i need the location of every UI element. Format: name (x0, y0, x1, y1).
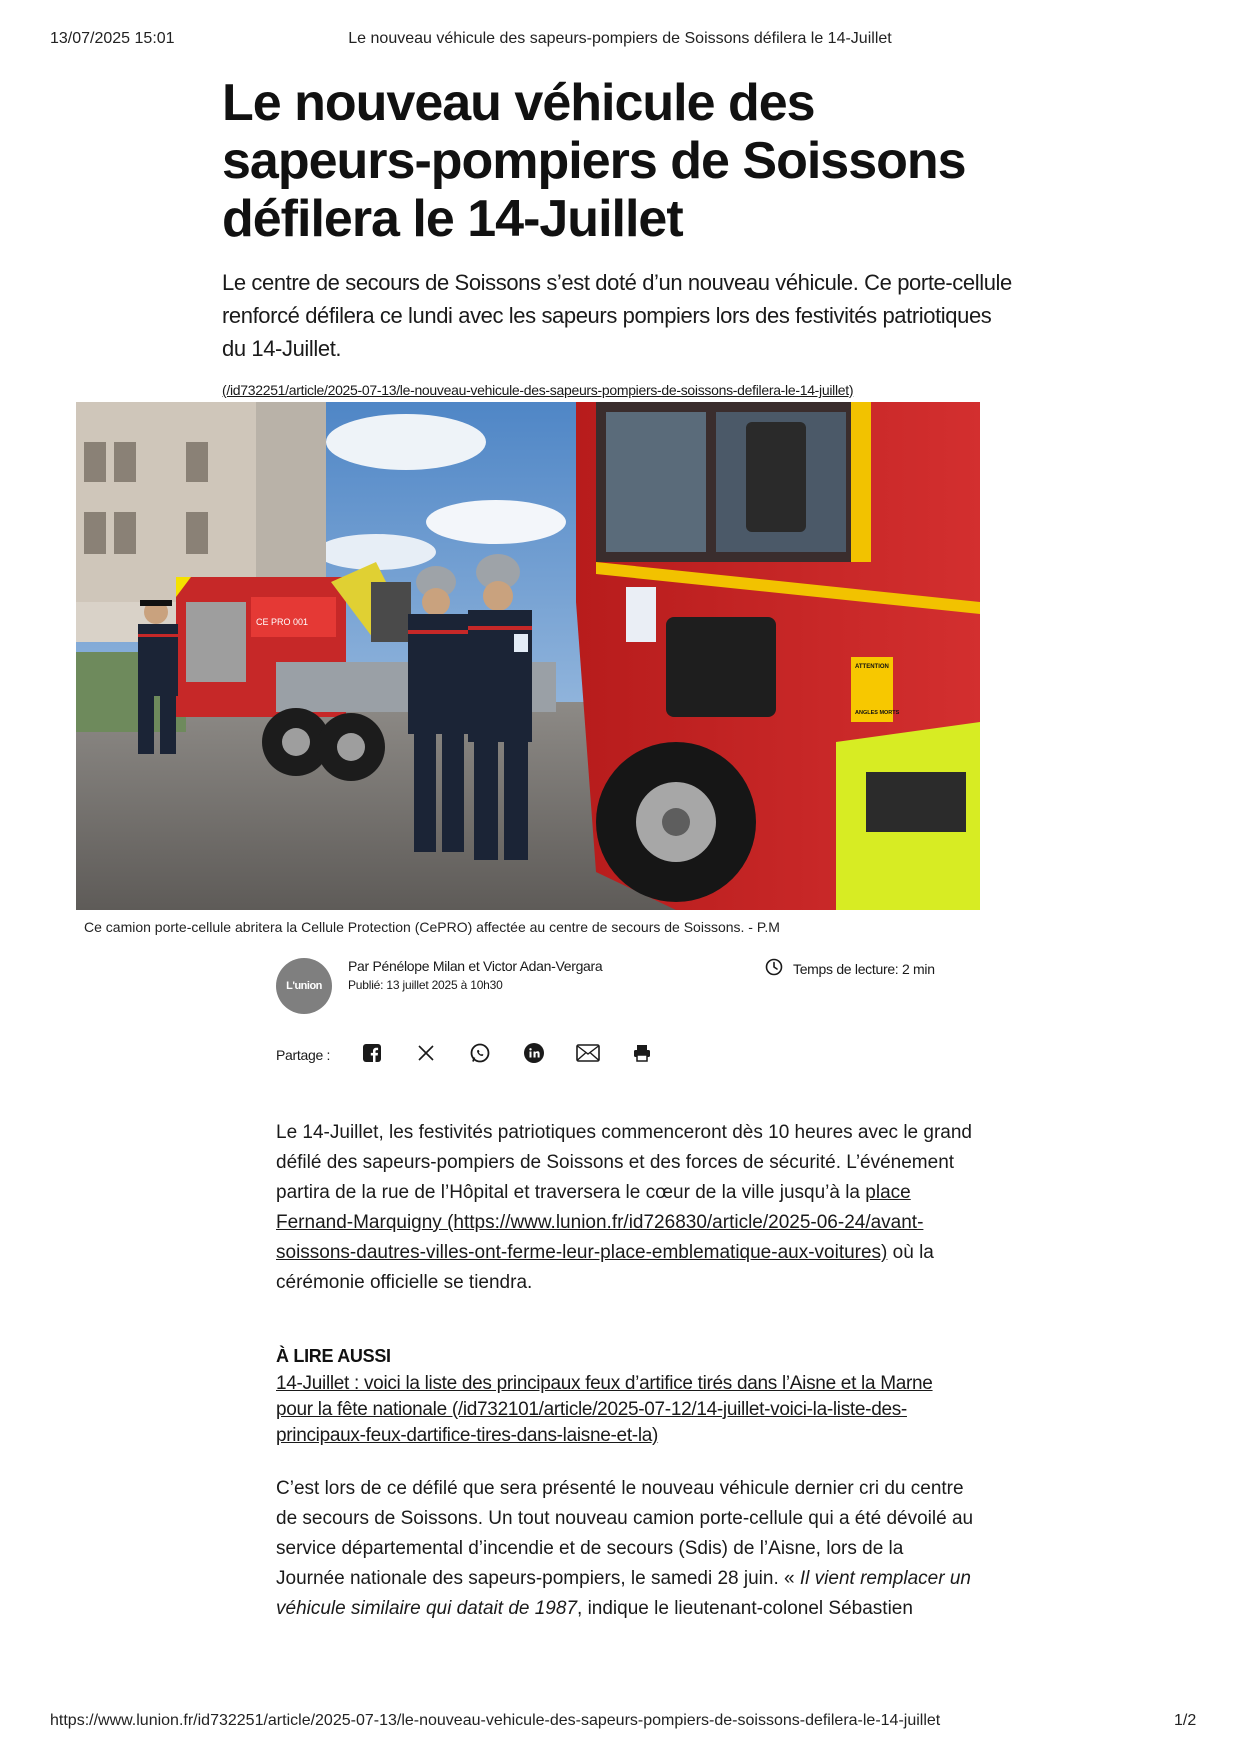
print-footer-url: https://www.lunion.fr/id732251/article/2025-07-13/le-nouveau-vehicule-des-sapeurs-pompiers-de-soissons-defilera-le-14-juillet (50, 1712, 941, 1729)
article-paragraph-1 (276, 1118, 976, 1298)
read-also-heading: À LIRE AUSSI (276, 1346, 391, 1366)
sign-top-text: ATTENTION (855, 664, 889, 670)
publisher-logo: L'union (276, 958, 332, 1014)
share-label: Partage : (276, 1047, 331, 1063)
reading-time-label: Temps de lecture: 2 min (793, 960, 935, 977)
article-lead: Le centre de secours de Soissons s’est doté d’un nouveau véhicule. Ce porte-cellule renforcé défilera ce lundi avec les sapeurs pompiers lors des festivités patriotiques du 14-Juillet. (222, 270, 1012, 361)
reading-time (765, 958, 935, 979)
mail-icon[interactable] (575, 1040, 601, 1066)
paragraph-2-text-before: C’est lors de ce défilé que sera présenté le nouveau véhicule dernier cri du centre de secours de Soissons. Un tout nouveau camion porte-cellule qui a été dévoilé au service départemental d’incendie et de secours (Sdis) de l’Aisne, lors de la Journée nationale des sapeurs-pompiers, le samedi 28 juin. « (276, 1478, 974, 1589)
photo-caption: Ce camion porte-cellule abritera la Cellule Protection (CePRO) affectée au centre de secours de Soissons. - P.M (84, 919, 780, 935)
paragraph-2-quote: Il vient remplacer un véhicule similaire qui datait de 1987 (276, 1568, 971, 1619)
print-page-number: 1/2 (1174, 1712, 1197, 1729)
article-photo (76, 402, 980, 910)
byline: Par Pénélope Milan et Victor Adan-Vergara (348, 958, 603, 974)
print-icon[interactable] (629, 1040, 655, 1066)
sign-bottom-text: ANGLES MORTS (855, 710, 900, 716)
place-fernand-marquigny-link[interactable]: place Fernand-Marquigny (https://www.lunion.fr/id726830/article/2025-06-24/avant-soissons-dautres-villes-ont-ferme-leur-place-emblematique-aux-voitures) (276, 1182, 924, 1263)
article-paragraph-2 (276, 1474, 976, 1624)
article-permalink[interactable]: (/id732251/article/2025-07-13/le-nouveau-vehicule-des-sapeurs-pompiers-de-soissons-defilera-le-14-juillet) (222, 382, 854, 398)
print-page-title: Le nouveau véhicule des sapeurs-pompiers de Soissons défilera le 14-Juillet (348, 30, 892, 47)
published-date: Publié: 13 juillet 2025 à 10h30 (348, 978, 503, 992)
print-datetime: 13/07/2025 15:01 (50, 30, 175, 47)
whatsapp-icon[interactable] (467, 1040, 493, 1066)
article-title: Le nouveau véhicule des sapeurs-pompiers de Soissons défilera le 14-Juillet (222, 74, 966, 248)
paragraph-1-text-after: où la cérémonie officielle se tiendra. (276, 1242, 934, 1293)
truck-tag-text: CE PRO 001 (256, 617, 309, 627)
x-icon[interactable] (413, 1040, 439, 1066)
paragraph-2-text-after: , indique le lieutenant-colonel Sébastien (577, 1598, 913, 1619)
paragraph-1-text-before: Le 14-Juillet, les festivités patriotiques commenceront dès 10 heures avec le grand défilé des sapeurs-pompiers de Soissons et des forces de sécurité. L’événement partira de la rue de l’Hôpital et traversera le cœur de la ville jusqu’à la (276, 1122, 972, 1203)
linkedin-icon[interactable] (521, 1040, 547, 1066)
clock-icon (765, 958, 783, 979)
read-also-link[interactable]: 14-Juillet : voici la liste des principaux feux d’artifice tirés dans l’Aisne et la Marne pour la fête nationale (/id732101/article/2025-07-12/14-juillet-voici-la-liste-des-principaux-feux-dartifice-tires-dans-laisne-et-la) (276, 1373, 933, 1446)
facebook-icon[interactable] (359, 1040, 385, 1066)
